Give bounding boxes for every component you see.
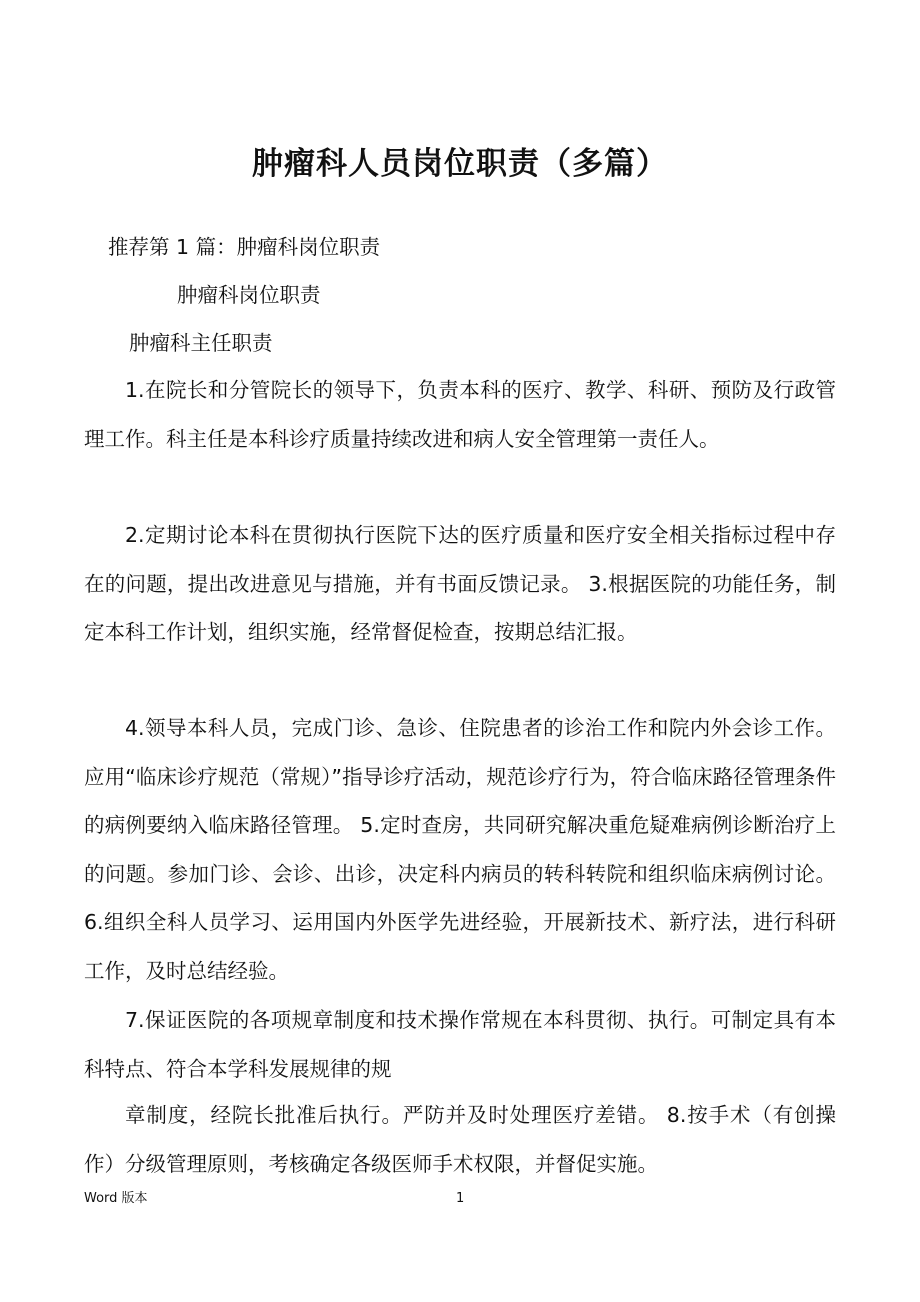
- paragraph-duty-2-3: 2.定期讨论本科在贯彻执行医院下达的医疗质量和医疗安全相关指标过程中存在的问题，提出改进意见与措施，并有书面反馈记录。 3.根据医院的功能任务，制定本科工作计划，组织实施，经常督促检查，按期总结汇报。: [84, 523, 836, 644]
- paragraph-duty-7: 7.保证医院的各项规章制度和技术操作常规在本科贯彻、执行。可制定具有本科特点、符合本学科发展规律的规: [84, 1008, 836, 1081]
- footer-label: Word 版本: [84, 1191, 148, 1206]
- paragraph-duty-1: 1.在院长和分管院长的领导下，负责本科的医疗、教学、科研、预防及行政管理工作。科主任是本科诊疗质量持续改进和病人安全管理第一责任人。: [84, 378, 836, 451]
- document-title: 肿瘤科人员岗位职责（多篇）: [252, 146, 668, 182]
- paragraph-duty-7-8-continued: 章制度，经院长批准后执行。严防并及时处理医疗差错。 8.按手术（有创操作）分级管理原则，考核确定各级医师手术权限，并督促实施。: [84, 1103, 836, 1176]
- paragraph-duty-4-6: 4.领导本科人员，完成门诊、急诊、住院患者的诊治工作和院内外会诊工作。应用“临床诊疗规范（常规）”指导诊疗活动，规范诊疗行为，符合临床路径管理条件的病例要纳入临床路径管理。 5.定时查房，共同研究解决重危疑难病例诊断治疗上的问题。参加门诊、会诊、出诊，决定科内病员的转科转院和组织临床病例讨论。 6.组织全科人员学习、运用国内外医学先进经验，开展新技术、新疗法，进行科研工作，及时总结经验。: [84, 716, 836, 983]
- section-heading: 推荐第 1 篇：肿瘤科岗位职责: [108, 235, 381, 259]
- footer-page-number: 1: [456, 1191, 465, 1206]
- role-heading: 肿瘤科主任职责: [129, 331, 273, 355]
- sub-heading: 肿瘤科岗位职责: [177, 283, 321, 307]
